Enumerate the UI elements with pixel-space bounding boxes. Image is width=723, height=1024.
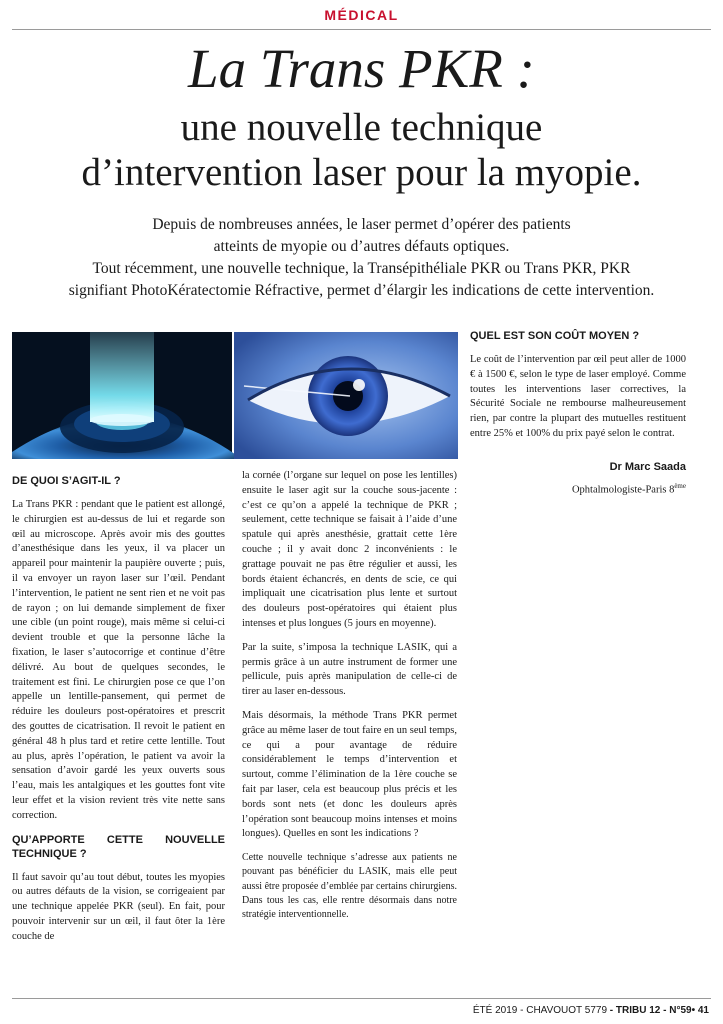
paragraph: Par la suite, s’imposa la technique LASIK, qui a permis grâce à un autre instrument de former une pellicule, puis après manipulation de celle-ci de tirer au laser en-dessous. [242,641,457,698]
article-subtitle [0,105,723,195]
author-role-superscript: ème [674,481,686,490]
heading-qu-apporte: QU’APPORTE CETTE NOUVELLE TECHNIQUE ? [12,833,225,860]
lede-line-4: signifiant PhotoKératectomie Réfractive, permet d’élargir les indications de cette intervention. [68,282,655,299]
paragraph: Il faut savoir qu’au tout début, toutes les myopies ou autres défauts de la vision, se corrigeaient par une technique appelée PKR (seul). En fait, pour pouvoir intervenir sur un œil, il faut ôter la 1ère couche de [12,871,225,942]
article-column-1 [12,474,225,954]
section-label: MÉDICAL [324,7,399,23]
paragraph: La Trans PKR : pendant que le patient est allongé, le chirurgien est au-dessus de lui et regarde son œil au microscope. Après avoir mis des gouttes d’anesthésique dans les yeux, il va placer un appareil pour maintenir la paupière ouverte ; puis, il va envoyer un rayon laser sur l’œil. Pendant l’intervention, le patient ne sent rien et ne voit pas de rayon ; on lui demande simplement de fixer une cible (un point rouge), mais même si celui-ci devient trouble et que la personne lâche la fixation, le laser s’autocorrige et continue d’être délivré. Au bout de quelques secondes, le traitement est fini. Le chirurgien pose ce que l’on appelle un lentille-pansement, qui permet de réduire les douleurs post-opératoires et prescrit des gouttes de cicatrisation. Il revoit le patient en général 48 h plus tard et retire cette lentille. Tout au plus, après l’opération, le patient va avoir la sensation d’avoir gardé les yeux ouverts sous l’eau, mais les antalgiques et les gouttes font vite leur effet et la vision revient très vite nette sans correction. [12,499,225,821]
paragraph: Le coût de l’intervention par œil peut aller de 1000 € à 1500 €, selon le type de laser employé. Comme toutes les interventions laser correctives, la Sécurité Sociale ne rembourse malheureusement rien, par contre la plupart des mutuelles restituent entre 25% et 100% du prix payé selon le contrat. [470,354,686,439]
laser-beam-on-eye-photo [12,332,242,459]
article-column-3 [470,329,686,498]
article-column-2 [242,469,457,932]
footer-rule [12,998,711,999]
paragraph: la cornée (l’organe sur lequel on pose les lentilles) ensuite le laser agit sur la couche sous-jacente : c’est ce qu’on a appelé la technique de PKR ; seulement, cette technique se faisait à l’aide d’une spatule qui après anesthésie, grattait cette 1ère couche ; il y avait donc 2 inconvénients : le grattage pouvait ne pas être régulier et aussi, les bords étaient échancrés, en dents de scie, ce qui impliquait une cicatrisation plus lente et surtout des douleurs post-opératoires qui étaient plus intenses et plus longues (5 jours en moyenne). [242,470,457,629]
paragraph: Cette nouvelle technique s’adresse aux patients ne pouvant pas bénéficier du LASIK, mais elle peut aussi être proposée d’emblée par certains chirurgiens. Dans tous les cas, elle rentre désormais dans notre stratégie interventionnelle. [242,852,457,921]
lede-line-2: atteints de myopie ou d’autres défauts optiques. [213,238,510,255]
header-rule [12,29,711,30]
page-footer [473,1005,709,1016]
subtitle-line-1: une nouvelle technique [180,106,543,149]
footer-separator: - [607,1005,616,1016]
lede-line-1: Depuis de nombreuses années, le laser permet d’opérer des patients [152,216,571,233]
heading-cout-moyen: QUEL EST SON COÛT MOYEN ? [470,330,640,342]
lede-line-3: Tout récemment, une nouvelle technique, la Transépithéliale PKR ou Trans PKR, PKR [92,260,631,277]
author-role: Ophtalmologiste-Paris 8ème [571,481,686,496]
footer-magazine: TRIBU 12 - N°59• 41 [615,1005,709,1016]
subtitle-line-2: d’intervention laser pour la myopie. [81,151,642,194]
article-lede [10,214,713,302]
footer-issue: ÉTÉ 2019 - CHAVOUOT 5779 [472,1005,608,1016]
blue-eye-closeup-photo [234,332,458,459]
article-photo [12,332,458,459]
author-name: Dr Marc Saada [609,460,686,473]
article-title: La Trans PKR : [188,38,535,99]
heading-de-quoi: DE QUOI S’AGIT-IL ? [12,475,121,487]
paragraph: Mais désormais, la méthode Trans PKR permet grâce au même laser de tout faire en un seul temps, ce qui a pour avantage de réduire considérablement le temps d’intervention et surtout, comme l’élimination de la 1ère couche se fait par laser, cela est beaucoup plus précis et les bords sont nets (et donc les douleurs après l’opération sont beaucoup moins intenses et moins longues). Quelles en sont les indications ? [242,709,457,840]
